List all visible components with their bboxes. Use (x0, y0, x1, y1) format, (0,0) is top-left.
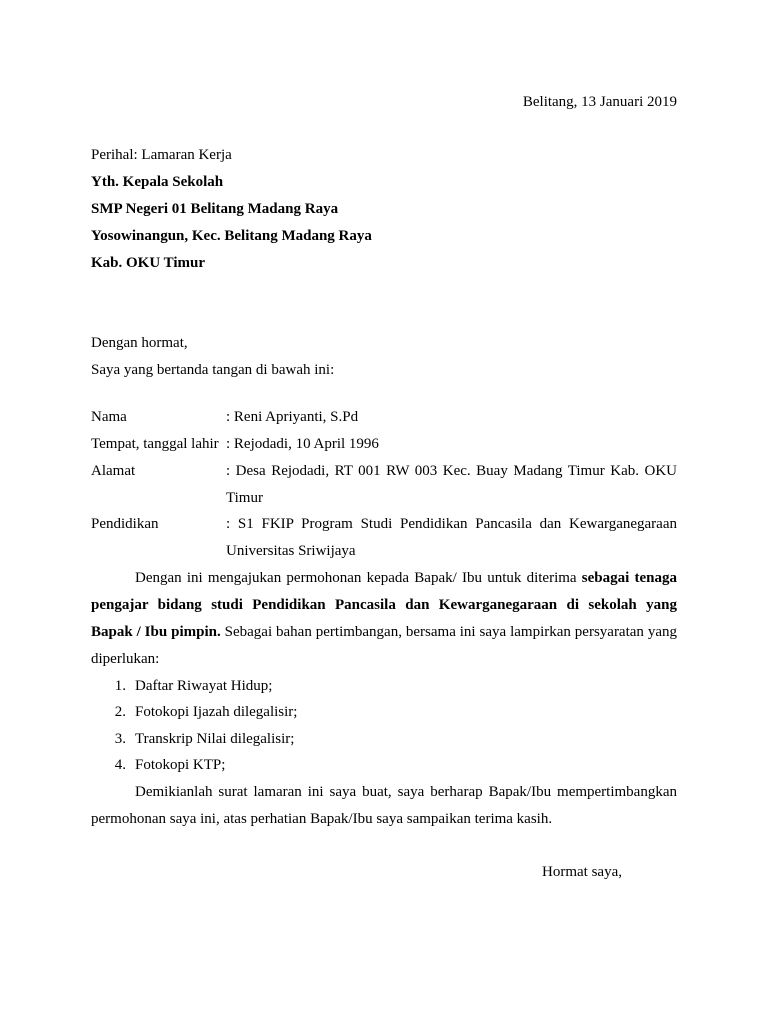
identity-label-name: Nama (91, 409, 127, 425)
attachment-number-1: 1. (114, 678, 126, 694)
attachment-number-4: 4. (114, 757, 126, 773)
subject-label: Perihal (91, 147, 134, 163)
identity-value-name: : Reni Apriyanti, S.Pd (226, 409, 359, 425)
attachment-item-3: Transkrip Nilai dilegalisir; (135, 731, 295, 747)
attachment-number-3: 3. (114, 731, 126, 747)
identity-label-birth: Tempat, tanggal lahir (91, 436, 219, 452)
identity-value-education-line-2: Universitas Sriwijaya (226, 543, 356, 559)
identity-value-address-line-2: Timur (226, 490, 263, 506)
recipient-line-1: Yth. Kepala Sekolah (91, 174, 224, 190)
identity-value-address-line-1: : Desa Rejodadi, RT 001 RW 003 Kec. Buay Madang Timur Kab. OKU (226, 463, 677, 479)
body-line-1-bold: sebagai tenaga (581, 570, 678, 586)
identity-value-birth: : Rejodadi, 10 April 1996 (226, 436, 379, 452)
greeting: Dengan hormat, (91, 335, 188, 351)
subject-value: Lamaran Kerja (141, 147, 232, 163)
body-line-3-bold: Bapak / Ibu pimpin. (91, 624, 221, 640)
body-line-1-text: Dengan ini mengajukan permohonan kepada Bapak/ Ibu untuk diterima (135, 570, 582, 586)
body-line-2: pengajar bidang studi Pendidikan Pancasila dan Kewarganegaraan di sekolah yang (91, 597, 677, 613)
identity-value-education-line-1: : S1 FKIP Program Studi Pendidikan Pancasila dan Kewarganegaraan (226, 516, 677, 532)
recipient-line-3: Yosowinangun, Kec. Belitang Madang Raya (91, 228, 372, 244)
recipient-line-2: SMP Negeri 01 Belitang Madang Raya (91, 201, 339, 217)
body-line-3-text: Sebagai bahan pertimbangan, bersama ini saya lampirkan persyaratan yang (220, 624, 677, 640)
recipient-line-4: Kab. OKU Timur (91, 255, 206, 271)
subject-line (91, 146, 232, 164)
body-line-3 (91, 623, 677, 641)
signoff: Hormat saya, (542, 864, 622, 880)
intro-text: Saya yang bertanda tangan di bawah ini: (91, 362, 335, 378)
attachment-item-4: Fotokopi KTP; (135, 757, 226, 773)
closing-line-2: permohonan saya ini, atas perhatian Bapak/Ibu saya sampaikan terima kasih. (91, 811, 553, 827)
closing-line-1: Demikianlah surat lamaran ini saya buat, saya berharap Bapak/Ibu mempertimbangkan (135, 784, 677, 800)
body-line-4: diperlukan: (91, 651, 160, 667)
attachment-item-1: Daftar Riwayat Hidup; (135, 678, 273, 694)
identity-label-address: Alamat (91, 463, 136, 479)
attachment-number-2: 2. (114, 704, 126, 720)
subject-separator: : (133, 147, 142, 163)
body-line-1 (135, 569, 677, 587)
attachment-item-2: Fotokopi Ijazah dilegalisir; (135, 704, 298, 720)
place-date: Belitang, 13 Januari 2019 (522, 94, 677, 110)
identity-label-education: Pendidikan (91, 516, 159, 532)
